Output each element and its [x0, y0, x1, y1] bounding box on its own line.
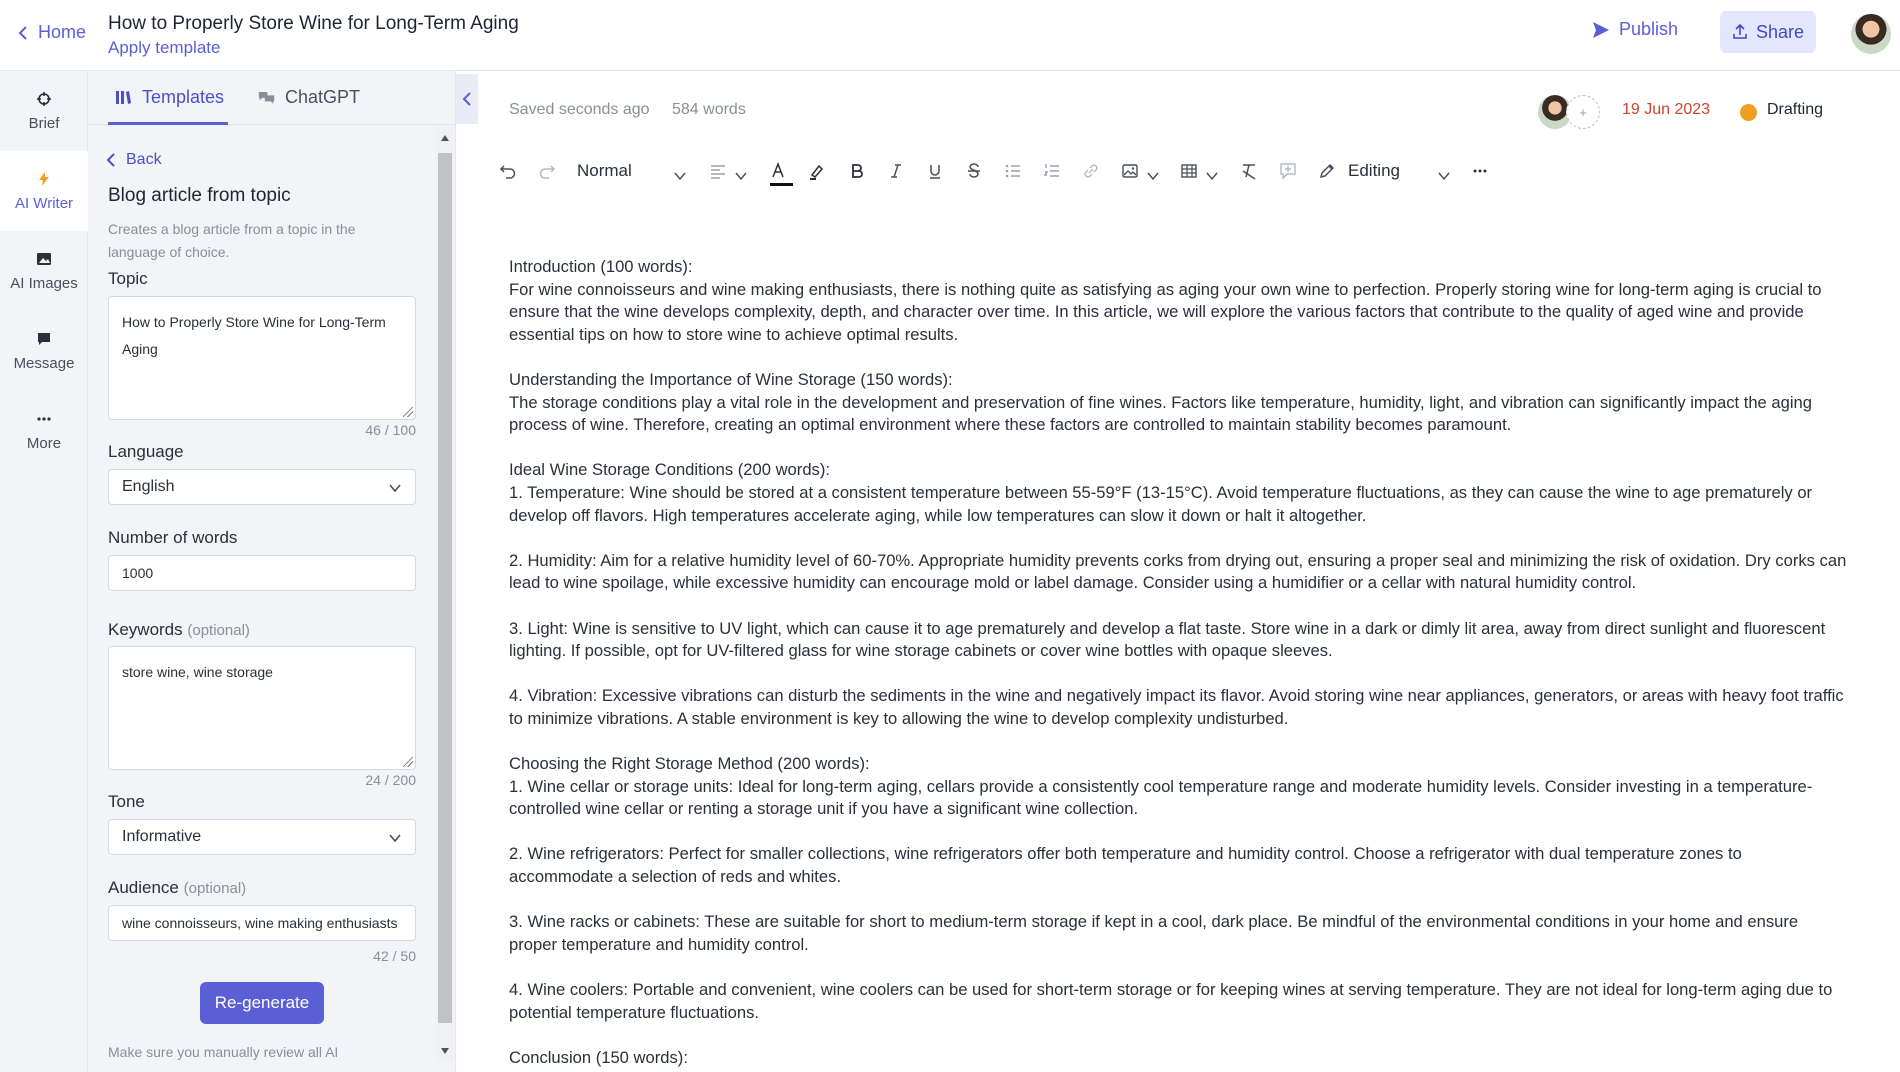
review-note: Make sure you manually review all AI — [108, 1044, 339, 1060]
chevron-down-icon — [389, 482, 401, 494]
insert-image-button[interactable] — [1119, 160, 1141, 182]
left-rail — [0, 71, 88, 1072]
color-indicator — [770, 183, 793, 186]
share-label: Share — [1755, 21, 1805, 42]
keywords-label — [108, 620, 250, 640]
template-panel — [88, 71, 456, 1072]
resize-handle[interactable] — [403, 407, 413, 417]
audience-input[interactable] — [108, 905, 416, 941]
optional-tag: (optional) — [183, 880, 247, 897]
image-icon — [36, 251, 52, 267]
bold-button[interactable] — [846, 160, 868, 182]
paragraph: Introduction (100 words): — [509, 257, 693, 276]
tab-templates-label: Templates — [142, 87, 225, 107]
paragraph: 4. Wine coolers: Portable and convenient, wine coolers can be used for short-term storage or for keeping wines at serving temperature. They are not ideal for long-term aging due to potential temperature fluctuations. — [509, 980, 1833, 1022]
bullet-list-icon — [1004, 162, 1022, 180]
paragraph-spacer — [509, 730, 1849, 753]
rail-item-message[interactable] — [0, 311, 88, 391]
paragraph: 1. Wine cellar or storage units: Ideal for long-term aging, cellars provide a consistently cool temperature range and moderate humidity levels. Consider investing in a temperature-controlled wine cellar or renting a storage unit if you have a significant wine collection. — [509, 776, 1813, 819]
rail-label-brief: Brief — [28, 114, 60, 132]
audience-label-text: Audience — [108, 878, 179, 897]
keywords-label-text: Keywords — [108, 620, 183, 639]
tab-chatgpt[interactable] — [258, 87, 360, 108]
document-title[interactable]: How to Properly Store Wine for Long-Term Aging — [108, 13, 519, 34]
chevron-left-icon — [106, 153, 116, 167]
mode-dropdown-caret[interactable] — [1438, 166, 1450, 176]
chevron-down-icon — [389, 832, 401, 844]
numbered-list-icon — [1043, 162, 1061, 180]
paragraph: 2. Humidity: Aim for a relative humidity level of 60-70%. Appropriate humidity prevents corks from drying out, ensuring a proper seal and minimizing the risk of oxidation. Dry corks can lead to wine spoilage, while excessive humidity can encourage mold or label damage. Consider using a humidifier or a cellar with natural humidity control. — [509, 550, 1847, 593]
document-body[interactable] — [509, 256, 1849, 1069]
editing-mode-icon-button[interactable] — [1316, 160, 1338, 182]
link-button[interactable] — [1080, 160, 1102, 182]
save-status: Saved seconds ago — [509, 101, 650, 118]
scroll-down-arrow[interactable] — [441, 1048, 449, 1054]
chevron-down-icon — [1438, 171, 1450, 181]
tone-select[interactable] — [108, 819, 416, 855]
underline-button[interactable] — [924, 160, 946, 182]
highlight-button[interactable] — [806, 160, 828, 182]
template-description: Creates a blog article from a topic in the language of choice. — [108, 221, 356, 260]
optional-tag: (optional) — [187, 622, 250, 639]
publish-button[interactable] — [1592, 19, 1678, 40]
language-select[interactable] — [108, 469, 416, 505]
share-button[interactable] — [1720, 11, 1816, 53]
strikethrough-icon — [965, 162, 983, 180]
more-dots-icon — [1471, 162, 1489, 180]
language-label: Language — [108, 442, 184, 461]
paragraph-spacer — [509, 663, 1849, 686]
paragraph-spacer — [509, 527, 1849, 550]
bullet-list-button[interactable] — [1002, 160, 1024, 182]
active-tab-indicator — [108, 122, 228, 125]
paragraph-style-select[interactable]: Normal — [577, 161, 632, 180]
lightning-icon — [36, 171, 52, 187]
chevron-down-icon — [1147, 171, 1159, 181]
add-user-icon: + — [1579, 104, 1587, 120]
link-icon — [1082, 162, 1100, 180]
upload-icon — [1732, 24, 1748, 40]
top-bar — [0, 0, 1900, 71]
topic-textarea[interactable] — [108, 296, 416, 420]
paragraph-spacer — [509, 821, 1849, 844]
scroll-up-arrow[interactable] — [441, 135, 449, 141]
back-link[interactable] — [106, 151, 162, 169]
add-comment-button[interactable] — [1277, 160, 1299, 182]
collapse-panel-button[interactable] — [456, 74, 478, 124]
audience-value: wine connoisseurs, wine making enthusiasts — [122, 915, 398, 931]
topic-value: How to Properly Store Wine for Long-Term Aging — [122, 314, 386, 357]
rail-item-ai-images[interactable] — [0, 231, 88, 311]
more-options-button[interactable] — [1469, 160, 1491, 182]
paragraph-spacer — [509, 437, 1849, 460]
back-label: Back — [126, 151, 162, 168]
topic-label: Topic — [108, 269, 148, 288]
language-value: English — [122, 478, 175, 495]
regenerate-button[interactable]: Re-generate — [200, 982, 324, 1024]
underline-icon — [926, 162, 944, 180]
undo-icon — [499, 162, 517, 180]
status-badge[interactable]: Drafting — [1767, 101, 1824, 118]
status-dot — [1740, 104, 1757, 121]
audience-label — [108, 878, 246, 898]
align-left-icon — [709, 162, 727, 180]
clear-format-button[interactable] — [1238, 160, 1260, 182]
paragraph: Choosing the Right Storage Method (200 words): — [509, 754, 870, 774]
redo-button[interactable] — [536, 160, 558, 182]
keywords-textarea[interactable] — [108, 646, 416, 770]
paragraph: Conclusion (150 words): — [509, 1047, 688, 1067]
rail-item-ai-writer[interactable] — [0, 151, 88, 231]
highlighter-icon — [808, 162, 826, 180]
paragraph: 4. Vibration: Excessive vibrations can disturb the sediments in the wine and negatively impact its flavor. Avoid storing wine near appliances, generators, or areas with heavy foot traffic to minimize vibrations. A stable environment is key to allowing the wine to develop complexity undisturbed. — [509, 686, 1844, 728]
paragraph: Ideal Wine Storage Conditions (200 words): — [509, 460, 830, 480]
rail-label-more: More — [26, 434, 62, 452]
paragraph-spacer — [509, 346, 1849, 369]
crosshair-icon — [36, 91, 52, 107]
user-avatar[interactable] — [1851, 14, 1891, 54]
paragraph-spacer — [509, 1024, 1849, 1047]
table-icon — [1180, 162, 1198, 180]
words-input[interactable] — [108, 555, 416, 591]
rail-label-ai-images: AI Images — [10, 274, 78, 292]
chevron-down-icon — [1206, 171, 1218, 181]
topic-counter: 46 / 100 — [365, 422, 416, 438]
paragraph-spacer — [509, 889, 1849, 912]
clear-format-icon — [1240, 162, 1258, 180]
text-color-button[interactable] — [767, 160, 789, 182]
editing-mode-select[interactable]: Editing — [1348, 161, 1400, 180]
home-label: Home — [38, 22, 87, 42]
tab-templates[interactable] — [115, 87, 224, 108]
keywords-counter: 24 / 200 — [365, 772, 416, 788]
paragraph: 3. Light: Wine is sensitive to UV light, which can cause it to age prematurely and develop a flat taste. Store wine in a dark or dimly lit area, away from direct sunlight and fluorescent lighting. If possible, opt for UV-filtered glass for wine storage cabinets or cover wine bottles with opaque sleeves. — [509, 618, 1826, 661]
chevron-down-icon — [735, 171, 747, 181]
strikethrough-button[interactable] — [963, 160, 985, 182]
keywords-value: store wine, wine storage — [122, 664, 273, 680]
paragraph: 2. Wine refrigerators: Perfect for smaller collections, wine refrigerators offer both temperature and humidity control. Choose a refrigerator with dual temperature zones to accommodate a selection of reds and whites. — [509, 844, 1742, 887]
scroll-thumb[interactable] — [438, 153, 452, 1023]
tone-value: Informative — [122, 828, 202, 845]
rail-item-brief[interactable] — [0, 71, 88, 151]
image-dropdown-caret[interactable] — [1147, 166, 1159, 176]
rail-item-more[interactable] — [0, 391, 88, 471]
undo-button[interactable] — [497, 160, 519, 182]
editor-toolbar — [497, 154, 1497, 190]
chevron-left-icon — [16, 26, 30, 40]
pencil-icon — [1318, 162, 1336, 180]
words-label: Number of words — [108, 528, 238, 547]
paragraph: 3. Wine racks or cabinets: These are suitable for short to medium-term storage if kept in a cool, dark place. Be mindful of the environmental conditions in your home and ensure proper temperature and humidity control. — [509, 912, 1799, 954]
paragraph-spacer — [509, 956, 1849, 979]
numbered-list-button[interactable] — [1041, 160, 1063, 182]
library-icon — [115, 89, 132, 106]
image-icon — [1121, 162, 1139, 180]
due-date[interactable]: 19 Jun 2023 — [1622, 101, 1711, 118]
rail-label-ai-writer: AI Writer — [14, 194, 74, 212]
words-value: 1000 — [122, 565, 154, 581]
send-icon — [1592, 21, 1610, 39]
home-link[interactable] — [16, 22, 86, 43]
tone-label: Tone — [108, 792, 145, 811]
resize-handle[interactable] — [403, 757, 413, 767]
add-collaborator-button[interactable] — [1566, 95, 1600, 129]
paragraph: For wine connoisseurs and wine making enthusiasts, there is nothing quite as satisfying as aging your own wine to perfection. Properly storing wine for long-term aging is crucial to ensure that the wine develops complexity, depth, and character over time. In this article, we will explore the various factors that contribute to the quality of aged wine and provide essential tips on how to store wine to achieve optimal results. — [509, 279, 1822, 344]
rail-label-message: Message — [13, 354, 75, 372]
panel-scrollbar[interactable] — [436, 127, 454, 1062]
paragraph-spacer — [509, 595, 1849, 618]
bold-icon — [848, 162, 866, 180]
message-icon — [36, 331, 52, 347]
style-dropdown-caret[interactable] — [674, 166, 686, 176]
paragraph: The storage conditions play a vital role in the development and preservation of fine wines. Factors like temperature, humidity, light, and vibration can significantly impact the aging process of wine. Therefore, creating an optimal environment where these factors are controlled to maintain stability becomes paramount. — [509, 392, 1812, 435]
insert-table-button[interactable] — [1178, 160, 1200, 182]
panel-tabs — [88, 71, 456, 125]
apply-template-link[interactable]: Apply template — [108, 38, 221, 57]
redo-icon — [538, 162, 556, 180]
publish-label: Publish — [1619, 19, 1679, 39]
paragraph: 1. Temperature: Wine should be stored at a consistent temperature between 55-59°F (13-15°C). Avoid temperature fluctuations, as they can cause the wine to age prematurely or develop off flavors. High temperatures accelerate aging, while low temperatures can slow it down or halt it altogether. — [509, 482, 1813, 525]
chevron-down-icon — [674, 171, 686, 181]
chevron-left-icon — [462, 92, 472, 106]
italic-button[interactable] — [885, 160, 907, 182]
more-dots-icon — [36, 411, 52, 427]
audience-counter: 42 / 50 — [373, 948, 416, 964]
table-dropdown-caret[interactable] — [1206, 166, 1218, 176]
word-count: 584 words — [672, 101, 746, 118]
align-button[interactable] — [707, 160, 729, 182]
tab-chatgpt-label: ChatGPT — [285, 87, 361, 107]
comment-add-icon — [1279, 162, 1297, 180]
text-color-icon — [769, 162, 787, 180]
paragraph: Understanding the Importance of Wine Storage (150 words): — [509, 369, 953, 389]
chat-bubbles-icon — [258, 89, 275, 106]
italic-icon — [887, 162, 905, 180]
template-title: Blog article from topic — [108, 185, 291, 206]
align-dropdown-caret[interactable] — [735, 166, 747, 176]
